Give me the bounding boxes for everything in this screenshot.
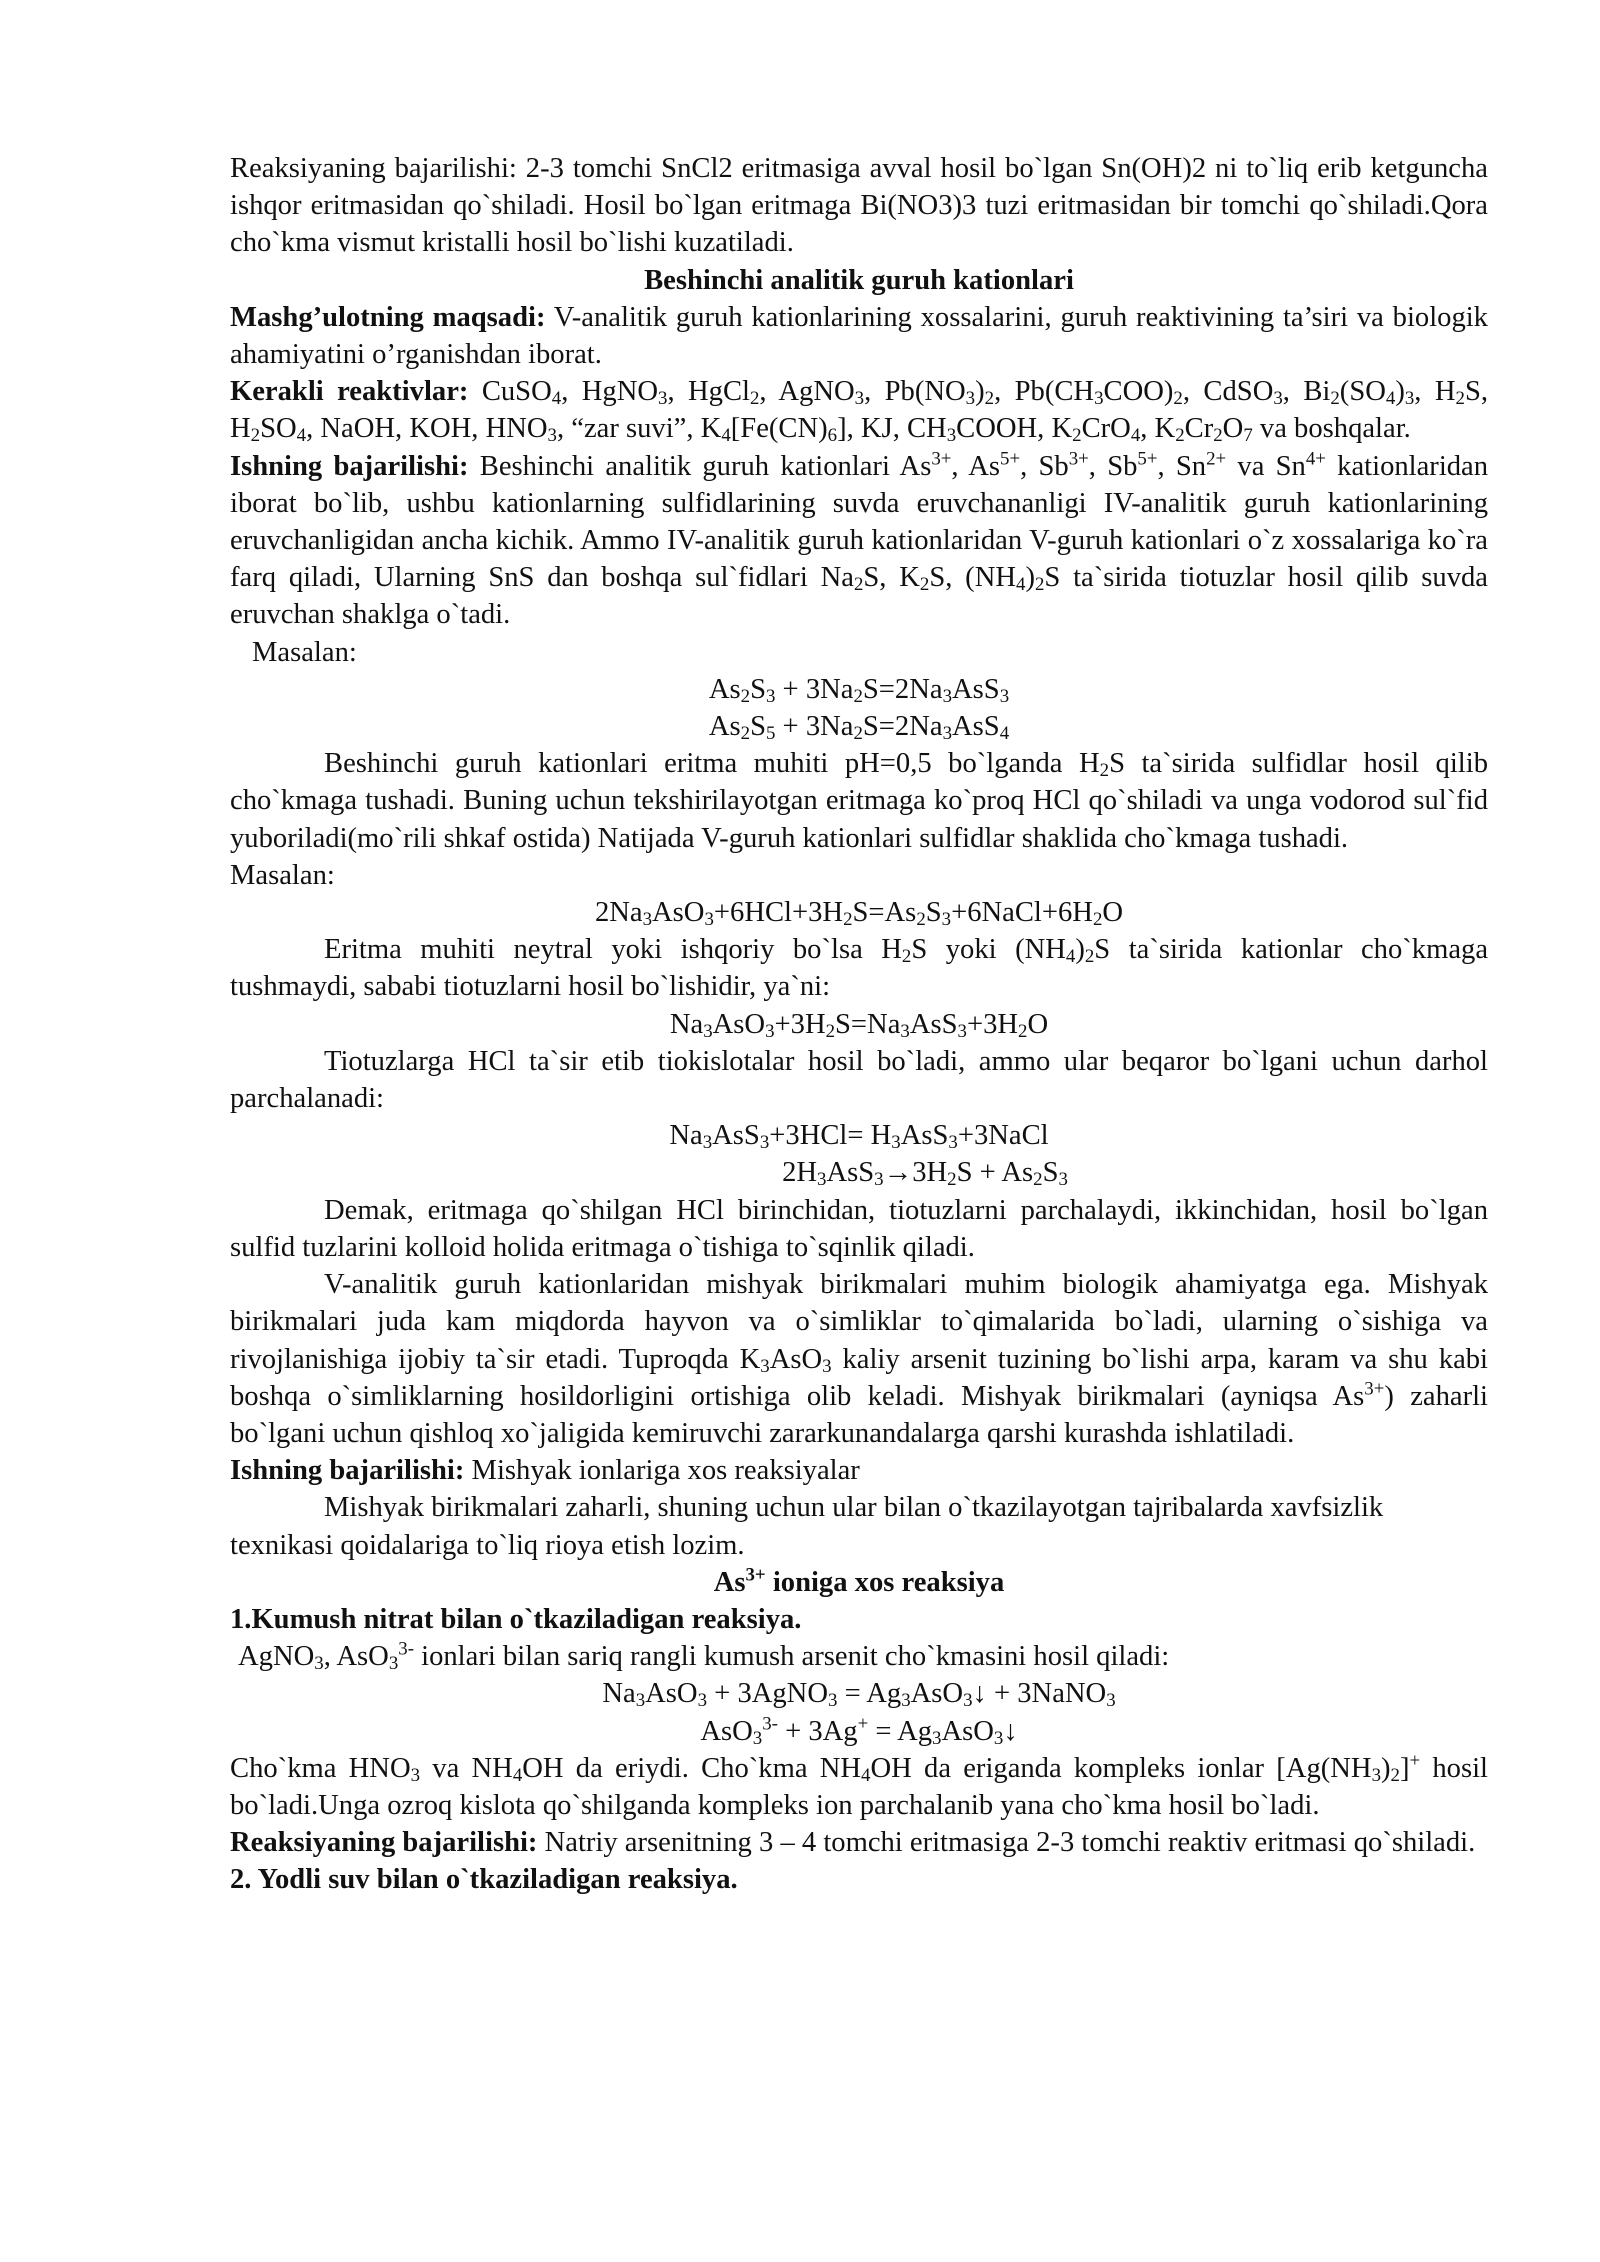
work-label: Ishning bajarilishi: bbox=[230, 450, 469, 482]
subheading-iodine-water: 2. Yodli suv bilan o`tkaziladigan reaksiya. bbox=[230, 1864, 738, 1896]
equation-2: $As_2S_5 + 3Na_2S=2Na_3AsS_4$ bbox=[708, 711, 1010, 745]
section-heading-as3: $As^{3+}$ ioniga xos reaksiya bbox=[713, 1564, 1005, 1598]
paragraph-safety: Mishyak birikmalari zaharli, shuning uchun ular bilan o`tkazilayotgan tajribalarda xavfsizlik texnikasi qoidalariga to`liq rioya etish lozim. bbox=[230, 1492, 1384, 1561]
subheading-silver-nitrate: 1.Kumush nitrat bilan o`tkaziladigan reaksiya. bbox=[230, 1603, 802, 1635]
reagents-label: Kerakli reaktivlar: bbox=[230, 376, 469, 408]
equation-4: $Na_3AsO_3+3H_2S=Na_3AsS_3+3H_2O$ bbox=[669, 1008, 1049, 1042]
exec-text: Natriy arsenitning 3 – 4 tomchi eritmasiga 2-3 tomchi reaktiv eritmasi qo`shiladi. bbox=[537, 1827, 1476, 1859]
goal-label: Mashg’ulotning maqsadi: bbox=[230, 301, 546, 333]
paragraph-execution bbox=[230, 1824, 1488, 1861]
paragraph-work: Ishning bajarilishi: Beshinchi analitik guruh kationlari $As^{3+}$, $As^{5+}$, $Sb^{3+}$, $Sb^{5+}$, $Sn^{2+}$ va $Sn^{4+}$ kationlaridan iborat bo`lib, ushbu kationlarning sulfidlarining suvda eruvchananligi IV-analitik guruh kationlarining eruvchanligidan ancha kichik. Ammo IV-analitik guruh kationlaridan V-guruh kationlari o`z xossalariga ko`ra farq qiladi, Ularning SnS dan boshqa sul`fidlari $Na_2S$, $K_2S$, $(NH_4)_2S$ ta`sirida tiotuzlar hosil qilib suvda eruvchan shaklga o`tadi. bbox=[230, 448, 1489, 631]
paragraph-neutral: Eritma muhiti neytral yoki ishqoriy bo`lsa $H_2S$ yoki $(NH_4)_2S$ ta`sirida kationlar cho`kmaga tushmaydi, sababi tiotuzlarni hosil bo`lishidir, ya`ni: bbox=[230, 934, 1489, 1003]
work-label: Ishning bajarilishi: bbox=[230, 1455, 465, 1487]
paragraph-reaction-execution: Reaksiyaning bajarilishi: 2-3 tomchi SnCl2 eritmasiga avval hosil bo`lgan Sn(OH)2 ni to`liq erib ketguncha ishqor eritmasidan qo`shiladi. Hosil bo`lgan eritmaga Bi(NO3)3 tuzi eritmasidan bir tomchi qo`shiladi.Qora cho`kma vismut kristalli hosil bo`lishi kuzatiladi. bbox=[230, 153, 1488, 259]
work-2-text: Mishyak ionlariga xos reaksiyalar bbox=[464, 1455, 860, 1487]
document-page bbox=[230, 150, 1488, 1899]
example-label: Masalan: bbox=[252, 636, 357, 668]
section-heading: Beshinchi analitik guruh kationlari bbox=[644, 264, 1074, 296]
paragraph-biology: V-analitik guruh kationlaridan mishyak birikmalari muhim biologik ahamiyatga ega. Mishyak birikmalari juda kam miqdorda hayvon va o`simliklar to`qimalarida bo`ladi, ularning o`sishiga va rivojlanishiga ijobiy ta`sir etadi. Tuproqda $K_3AsO_3$ kaliy arsenit tuzining bo`lishi arpa, karam va shu kabi boshqa o`simliklarning hosildorligini ortishiga olib keladi. Mishyak birikmalari (ayniqsa $As^{3+}$) zaharli bo`lgani uchun qishloq xo`jaligida kemiruvchi zararkunandalarga qarshi kurashda ishlatiladi. bbox=[230, 1269, 1488, 1449]
example-label: Masalan: bbox=[230, 859, 335, 891]
paragraph-goal bbox=[230, 299, 1488, 373]
equation-8: $AsO_3^{3-} + 3Ag^+ = Ag_3AsO_3↓$ bbox=[700, 1713, 1018, 1749]
equation-3: $2Na_3AsO_3+6HCl+3H_2S=As_2S_3+6NaCl+6H_2O$ bbox=[594, 897, 1124, 931]
paragraph-work-2 bbox=[230, 1452, 1488, 1489]
equation-5: $Na_3AsS_3+3HCl=$ $H_3AsS_3+3NaCl$ bbox=[669, 1120, 1049, 1154]
paragraph-precipitation: Beshinchi guruh kationlari eritma muhiti pH=0,5 bo`lganda $H_2S$ ta`sirida sulfidlar hosil qilib cho`kmaga tushadi. Buning uchun tekshirilayotgan eritmaga ko`proq HCl qo`shiladi va unga vodorod sul`fid yuboriladi(mo`rili shkaf ostida) Natijada V-guruh kationlari sulfidlar shaklida cho`kmaga tushadi. bbox=[230, 748, 1488, 854]
equation-7: $Na_3AsO_3$ + 3AgNO$_3$ = $Ag_3AsO_3↓$ + 3NaNO$_3$ bbox=[602, 1678, 1116, 1712]
paragraph-agno3: AgNO$_3$, AsO$_3^{3-}$ ionlari bilan sariq rangli kumush arsenit cho`kmasini hosil qiladi: bbox=[238, 1638, 1170, 1675]
equation-1: $As_2S_3 + 3Na_2S=2Na_3AsS_3$ bbox=[708, 673, 1010, 707]
goal-text: V-analitik guruh kationlarining xossalarini, guruh reaktivining ta’siri va biologik ahamiyatini o’rganishdan iborat. bbox=[230, 301, 1488, 371]
paragraph-reagents: Kerakli reaktivlar: CuSO$_4$, HgNO$_3$, HgCl$_2$, AgNO$_3$, $Pb(NO_3)_2$, $Pb(CH_3COO)_2$, CdSO$_3$, $Bi_2(SO_4)_3$, $H_2S$, $H_2SO_4$, NaOH, KOH, $HNO_3$, “zar suvi”, $K_4[Fe(CN)_6]$, KJ, $CH_3COOH$, $K_2CrO_4$, $K_2Cr_2O_7$ va boshqalar. bbox=[230, 376, 1488, 447]
exec-label: Reaksiyaning bajarilishi: bbox=[230, 1827, 538, 1859]
paragraph-conclusion: Demak, eritmaga qo`shilgan HCl birinchidan, tiotuzlarni parchalaydi, ikkinchidan, hosil bo`lgan sulfid tuzlarini kolloid holida eritmaga o`tishiga to`sqinlik qiladi. bbox=[230, 1194, 1488, 1263]
paragraph-thiosalts: Tiotuzlarga HCl ta`sir etib tiokislotalar hosil bo`ladi, ammo ular beqaror bo`lgani uchun darhol parchalanadi: bbox=[230, 1045, 1488, 1115]
equation-6: $2H_3AsS_3\to 3H_2S + As_2S_3$ bbox=[782, 1157, 1068, 1191]
paragraph-precipitate: Cho`kma $HNO_3$ va $NH_4OH$ da eriydi. Cho`kma $NH_4OH$ da eriganda kompleks ionlar $[Ag(NH_3)_2]^+$ hosil bo`ladi.Unga ozroq kislota qo`shilganda kompleks ion parchalanib yana cho`kma hosil bo`ladi. bbox=[230, 1750, 1488, 1821]
